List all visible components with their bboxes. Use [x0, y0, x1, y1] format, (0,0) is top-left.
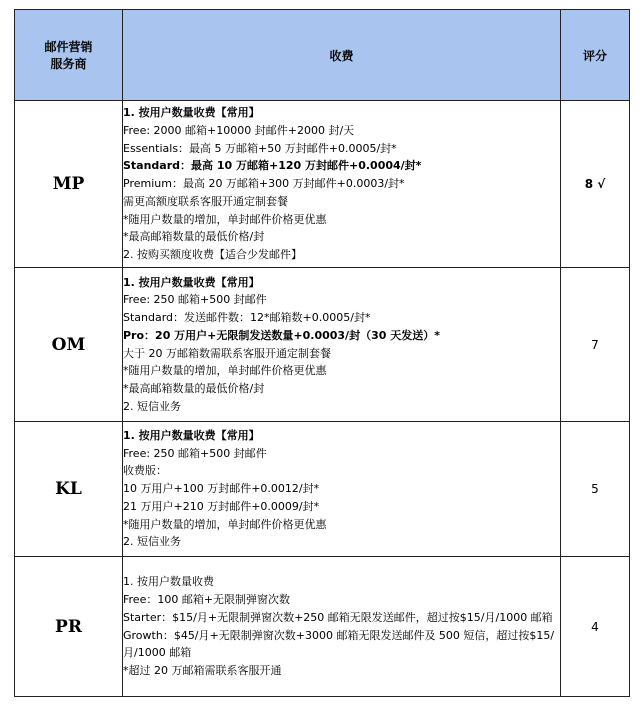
fee-line: Starter：$15/月+无限制弹窗次数+250 邮箱无限发送邮件，超过按$15/月/1000 邮箱 — [123, 610, 553, 624]
table-row — [15, 422, 630, 557]
fee-line: Essentials：最高 5 万邮箱+50 万封邮件+0.0005/封* — [123, 141, 397, 155]
vendor-name: MP — [15, 101, 123, 268]
fee-details — [123, 557, 561, 697]
fee-line: *随用户数量的增加，单封邮件价格更优惠 — [123, 212, 327, 226]
header-row — [15, 10, 630, 101]
score-value: 7 — [561, 268, 630, 422]
table-row — [15, 557, 630, 697]
fee-line: Free: 250 邮箱+500 封邮件 — [123, 293, 267, 307]
header-vendor-line1: 邮件营销 — [44, 40, 93, 54]
score-value: 5 — [561, 422, 630, 557]
fee-line: Standard：发送邮件数：12*邮箱数+0.0005/封* — [123, 311, 371, 325]
header-vendor — [15, 10, 123, 101]
fee-line: 1. 按用户数量收费【常用】 — [123, 106, 260, 120]
fee-line: 需更高额度联系客服开通定制套餐 — [123, 194, 288, 208]
header-score: 评分 — [561, 10, 630, 101]
fee-line: Free：100 邮箱+无限制弹窗次数 — [123, 593, 291, 607]
header-vendor-line2: 服务商 — [50, 57, 87, 71]
score-value: 8 √ — [561, 101, 630, 268]
fee-details — [123, 101, 561, 268]
header-fee: 收费 — [123, 10, 561, 101]
fee-line: Growth：$45/月+无限制弹窗次数+3000 邮箱无限发送邮件及 500 短信，超过按$15/月/1000 邮箱 — [123, 628, 555, 660]
table-row — [15, 268, 630, 422]
fee-line: 大于 20 万邮箱数需联系客服开通定制套餐 — [123, 346, 331, 360]
fee-line: 1. 按用户数量收费【常用】 — [123, 275, 260, 289]
fee-details — [123, 422, 561, 557]
table-row — [15, 101, 630, 268]
fee-line: 1. 按用户数量收费【常用】 — [123, 429, 260, 443]
fee-line: 2. 按购买额度收费【适合少发邮件】 — [123, 247, 302, 261]
fee-line: *最高邮箱数量的最低价格/封 — [123, 381, 265, 395]
fee-line: 2. 短信业务 — [123, 399, 181, 413]
vendor-name: OM — [15, 268, 123, 422]
fee-line: *随用户数量的增加，单封邮件价格更优惠 — [123, 517, 327, 531]
fee-line: 2. 短信业务 — [123, 535, 181, 549]
fee-line: 10 万用户+100 万封邮件+0.0012/封* — [123, 482, 320, 496]
score-value: 4 — [561, 557, 630, 697]
pricing-table — [14, 9, 630, 697]
fee-line: 收费版： — [123, 464, 167, 478]
fee-line: Standard：最高 10 万邮箱+120 万封邮件+0.0004/封* — [123, 159, 422, 173]
fee-details — [123, 268, 561, 422]
fee-line: 21 万用户+210 万封邮件+0.0009/封* — [123, 499, 320, 513]
fee-line: Free: 250 邮箱+500 封邮件 — [123, 446, 267, 460]
fee-line: *超过 20 万邮箱需联系客服开通 — [123, 663, 282, 677]
fee-line: Free: 2000 邮箱+10000 封邮件+2000 封/天 — [123, 124, 355, 138]
fee-line: 1. 按用户数量收费 — [123, 575, 214, 589]
fee-line: Pro：20 万用户+无限制发送数量+0.0003/封（30 天发送）* — [123, 328, 440, 342]
fee-line: *随用户数量的增加，单封邮件价格更优惠 — [123, 364, 327, 378]
vendor-name: KL — [15, 422, 123, 557]
fee-line: Premium：最高 20 万邮箱+300 万封邮件+0.0003/封* — [123, 177, 405, 191]
vendor-name: PR — [15, 557, 123, 697]
fee-line: *最高邮箱数量的最低价格/封 — [123, 230, 265, 244]
